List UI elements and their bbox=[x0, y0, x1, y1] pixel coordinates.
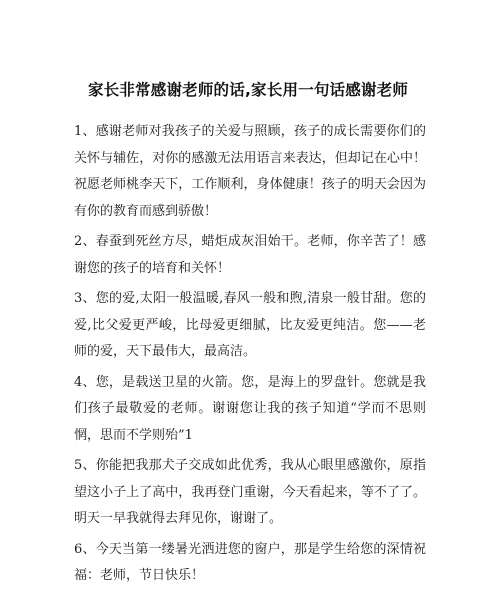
paragraph-2: 2、春蚕到死丝方尽，蜡炬成灰泪始干。老师，你辛苦了！感谢您的孩子的培育和关怀！ bbox=[74, 234, 426, 276]
paragraph-1: 1、感谢老师对我孩子的关爱与照顾，孩子的成长需要你们的关怀与辅佐，对你的感激无法用语言来表达，但却记在心中！祝愿老师桃李天下，工作顺利，身体健康！孩子的明天会因为有你的教育而感到骄傲！ bbox=[74, 124, 426, 219]
paragraph-5: 5、你能把我那犬子交成如此优秀，我从心眼里感激你，原指望这小子上了高中，我再登门重谢，今天看起来，等不了了。明天一早我就得去拜见你，谢谢了。 bbox=[74, 458, 426, 526]
document-body bbox=[74, 119, 426, 594]
document-title: 家长非常感谢老师的话,家长用一句话感谢老师 bbox=[87, 81, 409, 99]
paragraph-4: 4、您，是载送卫星的火箭。您，是海上的罗盘针。您就是我们孩子最敬爱的老师。谢谢您让我的孩子知道“学而不思则惘，思而不学则殆”1 bbox=[74, 374, 426, 443]
paragraph-3: 3、您的爱,太阳一般温暖,春风一般和煦,清泉一般甘甜。您的爱,比父爱更严峻，比母爱更细腻，比友爱更纯洁。您——老师的爱，天下最伟大，最高洁。 bbox=[74, 291, 426, 359]
paragraph-6: 6、今天当第一缕暑光洒进您的窗户，那是学生给您的深情祝福：老师，节日快乐！ bbox=[74, 541, 426, 583]
